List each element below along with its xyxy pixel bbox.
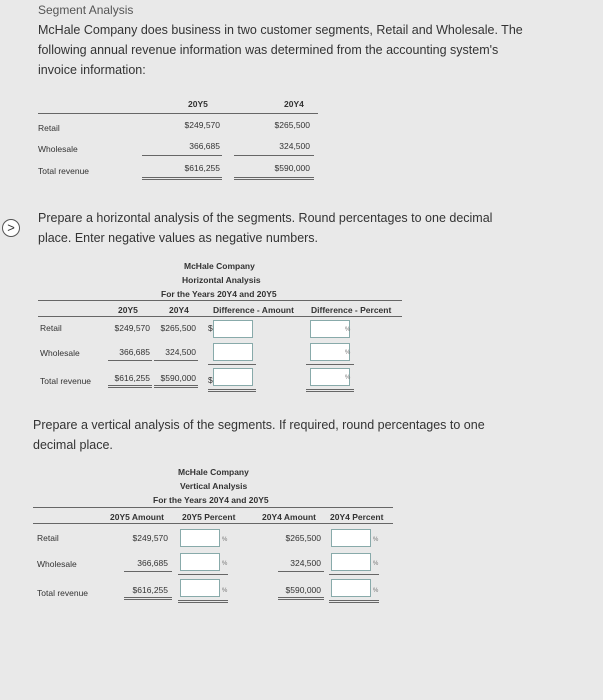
- horizontal-wholesale-diff-percent-input[interactable]: [310, 343, 350, 361]
- vertical-wholesale-20y4-percent-input[interactable]: [331, 553, 371, 571]
- vertical-instructions: [33, 415, 583, 455]
- horizontal-retail-percent-sign: %: [345, 327, 351, 333]
- horizontal-col-diff-percent: Difference - Percent: [311, 305, 392, 315]
- vertical-total-20y4-percent-input[interactable]: [331, 579, 371, 597]
- horizontal-total-diff-percent-input[interactable]: [310, 368, 350, 386]
- vertical-row-wholesale-20y4-amount: 324,500: [290, 558, 321, 568]
- intro-line-1: McHale Company does business in two customer segments, Retail and Wholesale. The: [38, 23, 523, 37]
- vertical-row-retail-label: Retail: [37, 533, 59, 543]
- vertical-wholesale-20y4-percent-sign: %: [373, 561, 379, 567]
- horizontal-row-retail-dollar: $: [208, 323, 213, 333]
- horizontal-row-total-20y4: $590,000: [160, 373, 196, 383]
- vertical-row-retail-20y4-amount: $265,500: [285, 533, 321, 543]
- page-title: Segment Analysis: [38, 3, 134, 17]
- vertical-col-20y5-percent: 20Y5 Percent: [182, 512, 236, 522]
- revenue-col-20y5: 20Y5: [188, 99, 208, 109]
- vertical-row-total-20y4-amount: $590,000: [285, 585, 321, 595]
- intro-line-3: invoice information:: [38, 63, 146, 77]
- vertical-col-20y4-percent: 20Y4 Percent: [330, 512, 384, 522]
- horizontal-row-total-dollar: $: [208, 375, 213, 385]
- horizontal-col-20y5: 20Y5: [118, 305, 138, 315]
- vertical-row-total-label: Total revenue: [37, 588, 89, 598]
- vertical-period: For the Years 20Y4 and 20Y5: [153, 495, 269, 505]
- revenue-col-20y4: 20Y4: [284, 99, 304, 109]
- vertical-row-wholesale-label: Wholesale: [37, 559, 77, 569]
- vertical-instruction-2: decimal place.: [33, 438, 113, 452]
- horizontal-period: For the Years 20Y4 and 20Y5: [161, 289, 277, 299]
- horizontal-instruction-1: Prepare a horizontal analysis of the segments. Round percentages to one decimal: [38, 211, 493, 225]
- vertical-retail-20y5-percent-sign: %: [222, 537, 228, 543]
- vertical-instruction-1: Prepare a vertical analysis of the segments. If required, round percentages to one: [33, 418, 485, 432]
- horizontal-retail-diff-percent-input[interactable]: [310, 320, 350, 338]
- revenue-row-wholesale-label: Wholesale: [38, 144, 78, 154]
- horizontal-instructions: [38, 208, 588, 248]
- vertical-row-total-20y5-amount: $616,255: [132, 585, 168, 595]
- vertical-company: McHale Company: [178, 467, 249, 477]
- horizontal-col-diff-amount: Difference - Amount: [213, 305, 294, 315]
- vertical-row-wholesale-20y5-amount: 366,685: [137, 558, 168, 568]
- revenue-row-total-label: Total revenue: [38, 166, 90, 176]
- horizontal-row-total-20y5: $616,255: [114, 373, 150, 383]
- vertical-wholesale-20y5-percent-sign: %: [222, 561, 228, 567]
- intro-line-2: following annual revenue information was determined from the accounting system's: [38, 43, 499, 57]
- horizontal-col-20y4: 20Y4: [169, 305, 189, 315]
- horizontal-report-title: Horizontal Analysis: [182, 275, 261, 285]
- vertical-total-20y5-percent-sign: %: [222, 588, 228, 594]
- intro-text: [38, 20, 588, 80]
- revenue-row-wholesale-20y5: 366,685: [189, 141, 220, 151]
- horizontal-retail-diff-amount-input[interactable]: [213, 320, 253, 338]
- vertical-total-20y4-percent-sign: %: [373, 588, 379, 594]
- vertical-wholesale-20y5-percent-input[interactable]: [180, 553, 220, 571]
- horizontal-row-retail-20y5: $249,570: [114, 323, 150, 333]
- horizontal-instruction-2: place. Enter negative values as negative numbers.: [38, 231, 319, 245]
- horizontal-row-wholesale-20y5: 366,685: [119, 347, 150, 357]
- horizontal-wholesale-percent-sign: %: [345, 350, 351, 356]
- expand-chevron-icon[interactable]: >: [2, 219, 20, 237]
- horizontal-wholesale-diff-amount-input[interactable]: [213, 343, 253, 361]
- horizontal-row-retail-20y4: $265,500: [160, 323, 196, 333]
- vertical-total-20y5-percent-input[interactable]: [180, 579, 220, 597]
- vertical-col-20y4-amount: 20Y4 Amount: [262, 512, 317, 522]
- horizontal-row-wholesale-label: Wholesale: [40, 348, 80, 358]
- revenue-row-retail-20y5: $249,570: [184, 120, 220, 130]
- revenue-row-retail-20y4: $265,500: [274, 120, 310, 130]
- vertical-retail-20y5-percent-input[interactable]: [180, 529, 220, 547]
- revenue-row-retail-label: Retail: [38, 123, 60, 133]
- vertical-retail-20y4-percent-input[interactable]: [331, 529, 371, 547]
- horizontal-total-percent-sign: %: [345, 375, 351, 381]
- horizontal-row-retail-label: Retail: [40, 323, 62, 333]
- horizontal-total-diff-amount-input[interactable]: [213, 368, 253, 386]
- vertical-report-title: Vertical Analysis: [180, 481, 248, 491]
- horizontal-row-total-label: Total revenue: [40, 376, 92, 386]
- vertical-col-20y5-amount: 20Y5 Amount: [110, 512, 165, 522]
- vertical-row-retail-20y5-amount: $249,570: [132, 533, 168, 543]
- horizontal-company: McHale Company: [184, 261, 255, 271]
- revenue-row-total-20y4: $590,000: [274, 163, 310, 173]
- revenue-row-wholesale-20y4: 324,500: [279, 141, 310, 151]
- vertical-retail-20y4-percent-sign: %: [373, 537, 379, 543]
- revenue-row-total-20y5: $616,255: [184, 163, 220, 173]
- horizontal-row-wholesale-20y4: 324,500: [165, 347, 196, 357]
